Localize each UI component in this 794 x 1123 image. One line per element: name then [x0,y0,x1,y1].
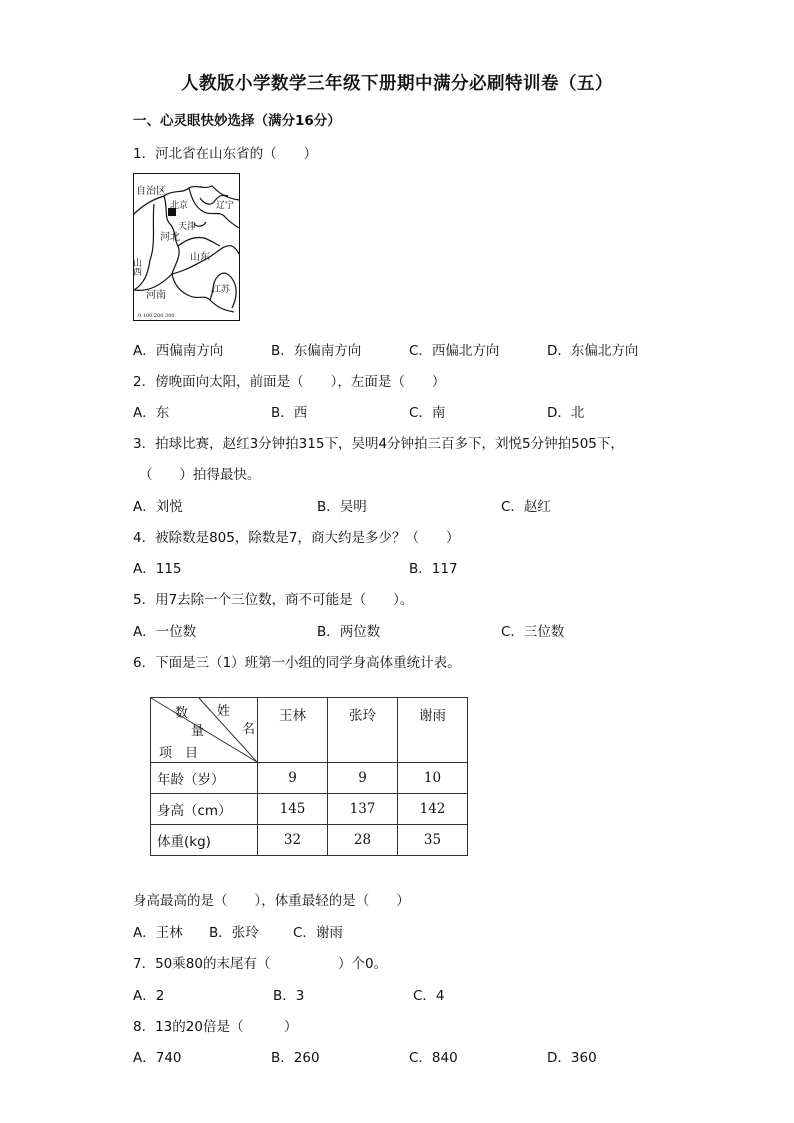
row-label-age: 年龄（岁） [151,763,258,794]
q7-option-b[interactable]: B．3 [273,988,305,1004]
q3-option-a[interactable]: A．刘悦 [133,499,183,515]
table-cell: 137 [328,794,398,825]
section-heading: 一、心灵眼快妙选择（满分16分） [133,113,341,129]
map-scale: 0 100 200 300 [138,313,175,319]
q1-option-b[interactable]: B．东偏南方向 [271,343,362,359]
q7-option-c[interactable]: C．4 [413,988,445,1004]
q3-option-b[interactable]: B．吴明 [317,499,367,515]
q3-option-c[interactable]: C．赵红 [501,499,551,515]
stats-table [150,697,468,856]
question-3: 3．拍球比赛，赵红3分钟拍315下，吴明4分钟拍三百多下，刘悦5分钟拍505下， [133,436,624,452]
question-8: 8．13的20倍是（ ） [133,1019,298,1035]
table-cell: 9 [258,763,328,794]
table-cell: 10 [398,763,468,794]
q6-option-c[interactable]: C．谢雨 [293,925,343,941]
map-label-hebei: 河北 [160,232,180,243]
q5-option-a[interactable]: A．一位数 [133,624,197,640]
question-3-cont: （ ）拍得最快。 [139,467,261,483]
corner-label-xing: 姓 [217,704,231,719]
q4-option-b[interactable]: B．117 [409,561,458,577]
province-map [133,173,240,321]
page-title: 人教版小学数学三年级下册期中满分必刷特训卷（五） [181,74,613,94]
table-header-row [151,698,468,763]
question-2: 2．傍晚面向太阳，前面是（ ），左面是（ ） [133,374,446,390]
q7-option-a[interactable]: A．2 [133,988,165,1004]
q8-option-d[interactable]: D．360 [547,1050,597,1066]
question-1: 1．河北省在山东省的（ ） [133,146,318,162]
map-label-jiangsu: 江苏 [212,285,231,295]
map-drawing [131,174,239,320]
map-label-shandong: 山东 [190,252,210,263]
q5-option-b[interactable]: B．两位数 [317,624,381,640]
map-label-tianjin: 天津 [178,222,197,232]
question-7: 7．50乘80的末尾有（ ）个0。 [133,956,388,972]
map-label-henan: 河南 [146,290,166,301]
map-label-autonomous: 自治区 [136,186,166,197]
col-header-xieyu: 谢雨 [398,698,468,763]
map-label-shanxi: 山西 [131,258,141,276]
corner-label-xiangmu: 项 目 [159,746,199,761]
table-row [151,825,468,856]
corner-label-ming: 名 [242,722,256,737]
q2-option-c[interactable]: C．南 [409,405,446,421]
col-header-zhangling: 张玲 [328,698,398,763]
table-cell: 35 [398,825,468,856]
row-label-weight: 体重(kg) [151,825,258,856]
q6-option-a[interactable]: A．王林 [133,925,183,941]
corner-label-liang: 量 [191,724,205,739]
table-cell: 145 [258,794,328,825]
col-header-wanglin: 王林 [258,698,328,763]
map-label-liaoning: 辽宁 [216,201,235,211]
question-5: 5．用7去除一个三位数，商不可能是（ ）。 [133,592,414,608]
table-cell: 32 [258,825,328,856]
question-6-cont: 身高最高的是（ ），体重最轻的是（ ） [133,893,410,909]
table-corner-header [151,698,258,763]
q1-option-c[interactable]: C．西偏北方向 [409,343,500,359]
row-label-height: 身高（cm） [151,794,258,825]
q4-option-a[interactable]: A．115 [133,561,182,577]
q1-option-a[interactable]: A．西偏南方向 [133,343,224,359]
map-label-beijing: 北京 [170,201,189,211]
question-4: 4．被除数是805，除数是7，商大约是多少？（ ） [133,530,460,546]
q2-option-a[interactable]: A．东 [133,405,170,421]
table-row [151,794,468,825]
table-row [151,763,468,794]
q2-option-d[interactable]: D．北 [547,405,585,421]
q8-option-a[interactable]: A．740 [133,1050,182,1066]
q8-option-b[interactable]: B．260 [271,1050,320,1066]
table-cell: 142 [398,794,468,825]
table-cell: 28 [328,825,398,856]
q8-option-c[interactable]: C．840 [409,1050,458,1066]
q5-option-c[interactable]: C．三位数 [501,624,565,640]
q6-option-b[interactable]: B．张玲 [209,925,259,941]
question-6: 6．下面是三（1）班第一小组的同学身高体重统计表。 [133,655,461,671]
table-cell: 9 [328,763,398,794]
q1-option-d[interactable]: D．东偏北方向 [547,343,639,359]
corner-label-shu: 数 [175,706,189,721]
q2-option-b[interactable]: B．西 [271,405,308,421]
